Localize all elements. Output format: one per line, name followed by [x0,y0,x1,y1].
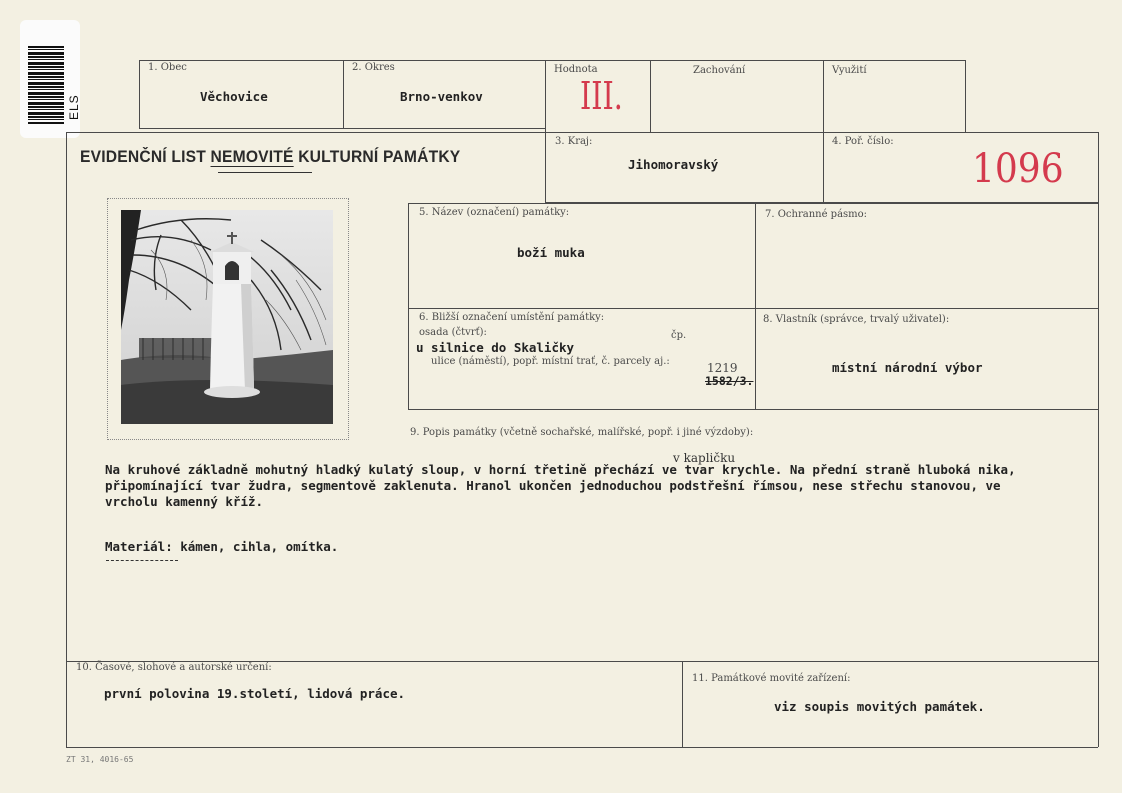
popis-line-2: připomínající tvar žudra, segmentově zaklenuta. Hranol ukončen jednoduchou podstřešní římsou, nese střechu stanovou, ve [105,478,1001,493]
popis-line-1: Na kruhové základně mohutný hladký kulatý sloup, v horní třetině přechází ve tvar krychle. Na přední straně hluboká nika, [105,462,1016,477]
obec-label: 1. Obec [148,62,187,73]
popis-insert: v kapličku [673,451,736,465]
parcela-old: 1582/3. [705,374,754,388]
vyuziti-label: Využití [832,65,867,76]
zarizeni-value: viz soupis movitých památek. [774,699,985,714]
nazev-value: boží muka [517,245,585,260]
por-cislo-label: 4. Poř. číslo: [832,136,894,147]
form-footer-code: ZT 31, 4016-65 [66,755,134,764]
osada-label: osada (čtvrť): [419,327,487,338]
obec-value: Věchovice [200,89,268,104]
umisteni-value: u silnice do Skaličky [416,340,575,355]
kraj-label: 3. Kraj: [555,136,593,147]
monument-photo [121,210,333,424]
title-part-1: EVIDENČNÍ LIST [80,147,211,166]
title-part-3: KULTURNÍ PAMÁTKY [293,147,461,166]
nazev-label: 5. Název (označení) památky: [419,207,570,218]
zachovani-label: Zachování [693,65,746,76]
okres-value: Brno-venkov [400,89,483,104]
kraj-value: Jihomoravský [628,157,719,172]
ochranne-pasmo-label: 7. Ochranné pásmo: [765,209,868,220]
okres-label: 2. Okres [352,62,395,73]
hodnota-label: Hodnota [554,64,598,75]
title-part-2: NEMOVITÉ [210,147,294,166]
wayside-shrine-photo [121,210,333,424]
popis-line-3: vrcholu kamenný kříž. [105,494,264,509]
ulice-label: ulice (náměstí), popř. místní trať, č. parcely aj.: [431,356,670,367]
vlastnik-value: místní národní výbor [832,360,983,375]
sticker-code: ELS [67,94,81,120]
document-title [80,147,460,167]
barcode-icon [28,46,64,124]
barcode-sticker [20,20,80,138]
popis-label: 9. Popis památky (včetně sochařské, malířské, popř. i jiné výzdoby): [410,427,754,438]
por-cislo-value: 1096 [972,146,1064,192]
parcela-new: 1219 [707,361,738,375]
cp-label: čp. [671,330,687,341]
hodnota-value: III. [580,74,623,118]
umisteni-label: 6. Bližší označení umístění památky: [419,312,605,323]
material-text: Materiál: kámen, cihla, omítka. [105,539,339,554]
urceni-label: 10. Časové, slohové a autorské určení: [76,662,272,673]
urceni-value: první polovina 19.století, lidová práce. [104,686,406,701]
zarizeni-label: 11. Památkové movité zařízení: [692,673,851,684]
vlastnik-label: 8. Vlastník (správce, trvalý uživatel): [763,314,950,325]
